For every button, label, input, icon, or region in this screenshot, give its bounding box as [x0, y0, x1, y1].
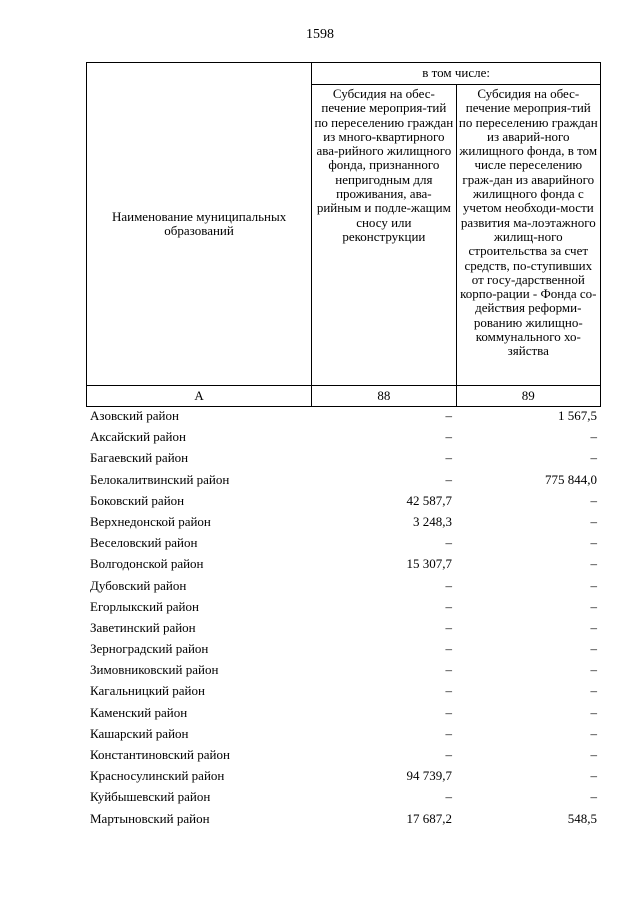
table-row [86, 511, 601, 532]
row-value-88: – [445, 641, 452, 657]
column-code-a: А [87, 386, 312, 407]
column-code-89: 89 [456, 386, 600, 407]
table-row [86, 575, 601, 596]
row-value-88: – [445, 471, 452, 487]
row-value-89: – [590, 535, 597, 551]
row-value-89: – [590, 683, 597, 699]
table-row [86, 680, 601, 701]
row-value-88: – [445, 450, 452, 466]
row-value-89: – [590, 556, 597, 572]
row-value-88: – [445, 408, 452, 423]
row-name: Зимовниковский район [90, 662, 219, 678]
row-value-88: – [445, 789, 452, 805]
page-number: 1598 [306, 27, 334, 42]
row-value-89: – [590, 747, 597, 762]
row-value-88: – [445, 704, 452, 720]
table-row [86, 786, 601, 807]
row-value-88: 3 248,3 [413, 513, 452, 529]
row-value-88: – [445, 577, 452, 593]
table-row [86, 638, 601, 659]
row-name: Веселовский район [90, 535, 198, 551]
table-row [86, 808, 601, 829]
row-name: Кагальницкий район [90, 683, 205, 699]
table-row [86, 447, 601, 468]
row-value-88: – [445, 535, 452, 551]
row-name: Боковский район [90, 492, 185, 508]
table-row [86, 702, 601, 723]
row-value-88: – [445, 619, 452, 635]
table-row [86, 723, 601, 744]
row-name: Мартыновский район [90, 810, 210, 826]
row-value-89: 775 844,0 [545, 471, 597, 487]
row-name: Егорлыкский район [90, 598, 199, 614]
row-name: Багаевский район [90, 450, 189, 466]
row-value-88: – [445, 683, 452, 699]
row-value-89: – [590, 598, 597, 614]
row-value-88: – [445, 598, 452, 614]
row-value-88: – [445, 662, 452, 678]
row-value-89: – [590, 619, 597, 635]
row-name: Заветинский район [90, 619, 196, 635]
row-name: Красносулинский район [90, 768, 225, 784]
table-row [86, 490, 601, 511]
row-value-89: – [590, 577, 597, 593]
column-header-name: Наименование муниципальных образований [87, 63, 312, 386]
row-name: Кашарский район [90, 725, 189, 741]
row-name: Зерноградский район [90, 641, 209, 657]
row-value-88: 17 687,2 [406, 810, 452, 826]
row-value-89: – [590, 725, 597, 741]
column-header-88: Субсидия на обес-печение мероприя-тий по переселению граждан из много-квартирного ава-рийного жилищного фонда, признанного непригодным для проживания, ава-рийным и подле-жащим сносу или реконструкции [312, 85, 456, 386]
column-group-header: в том числе: [312, 63, 601, 85]
row-name: Дубовский район [90, 577, 187, 593]
row-value-89: – [590, 789, 597, 805]
table-row [86, 765, 601, 786]
row-value-88: 42 587,7 [406, 492, 452, 508]
table-row [86, 596, 601, 617]
row-value-88: – [445, 747, 452, 762]
table-row [86, 659, 601, 680]
row-value-89: – [590, 450, 597, 466]
row-name: Азовский район [90, 408, 179, 423]
row-value-88: 94 739,7 [406, 768, 452, 784]
table-row [86, 532, 601, 553]
row-value-88: 15 307,7 [406, 556, 452, 572]
row-name: Белокалитвинский район [90, 471, 230, 487]
table-row [86, 405, 601, 426]
row-name: Волгодонской район [90, 556, 204, 572]
table-row [86, 744, 601, 765]
row-name: Каменский район [90, 704, 188, 720]
row-value-89: – [590, 704, 597, 720]
row-value-88: – [445, 725, 452, 741]
column-header-89: Субсидия на обес-печение мероприя-тий по переселению граждан из аварий-ного жилищного фонда, в том числе переселению граж-дан из аварийного жилищного фонда с учетом необходи-мости развития ма-лоэтажного жилищ-ного строительства за счет средств, по-ступивших от госу-дарственной корпо-рации - Фонда со-действия реформи-рованию жилищно-коммунального хо-зяйства [456, 85, 600, 386]
table-row [86, 617, 601, 638]
table-row [86, 553, 601, 574]
table-row [86, 469, 601, 490]
row-value-89: 1 567,5 [558, 408, 597, 423]
row-value-89: – [590, 492, 597, 508]
row-value-88: – [445, 429, 452, 445]
row-value-89: – [590, 429, 597, 445]
row-name: Константиновский район [90, 747, 230, 762]
column-code-88: 88 [312, 386, 456, 407]
row-name: Верхнедонской район [90, 513, 211, 529]
row-value-89: – [590, 513, 597, 529]
table-body [86, 405, 601, 829]
row-name: Куйбышевский район [90, 789, 211, 805]
row-value-89: 548,5 [567, 810, 597, 826]
row-value-89: – [590, 768, 597, 784]
table-row [86, 426, 601, 447]
row-value-89: – [590, 662, 597, 678]
table-header [86, 62, 601, 407]
row-name: Аксайский район [90, 429, 186, 445]
row-value-89: – [590, 641, 597, 657]
